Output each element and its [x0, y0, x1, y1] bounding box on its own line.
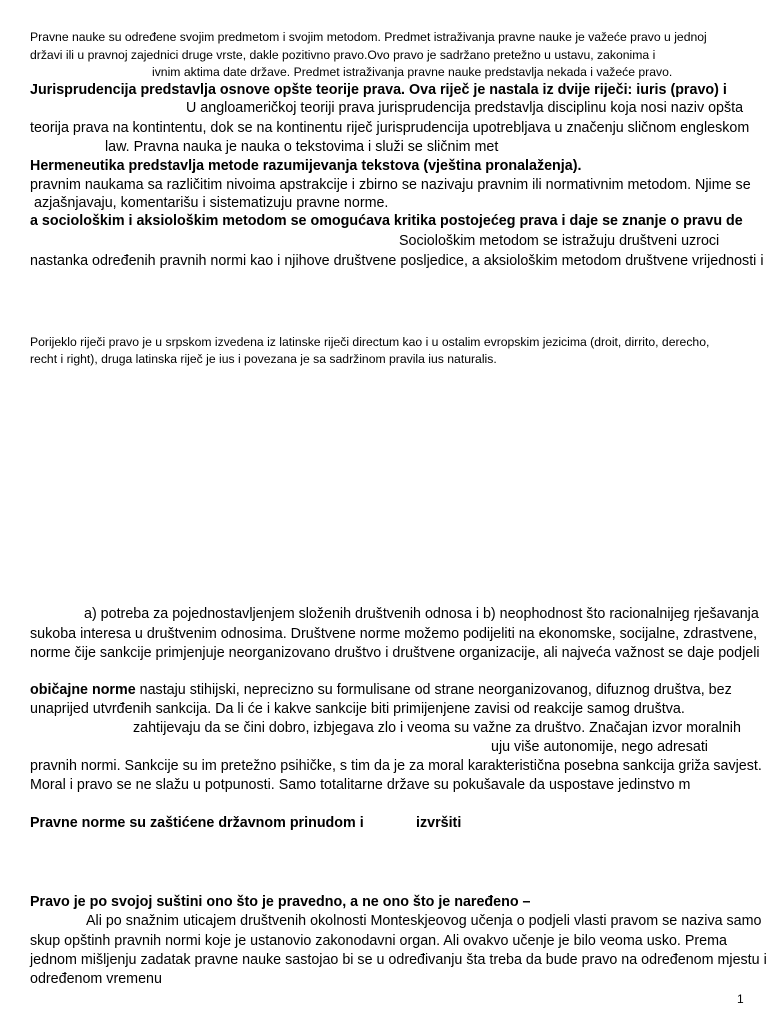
- page-number: 1: [737, 992, 744, 1006]
- paragraph-line: unaprijed utvrđenih sankcija. Da li će i kakve sankcije biti primijenjene zavisi od reakcije samog društva.: [30, 701, 685, 717]
- paragraph-line: državi ili u pravnoj zajednici druge vrste, dakle pozitivno pravo.Ovo pravo je sadržano pretežno u ustavu, zakonima i: [30, 48, 656, 62]
- paragraph-line-bold: Hermeneutika predstavlja metode razumijevanja tekstova (vještina pronalaženja).: [30, 158, 582, 174]
- paragraph-line: law. Pravna nauka je nauka o tekstovima i služi se sličnim met: [105, 139, 499, 155]
- paragraph-line: zahtijevaju da se čini dobro, izbjegava zlo i veoma su važne za društvo. Značajan izvor moralnih: [133, 720, 741, 736]
- paragraph-line-bold: a sociološkim i aksiološkim metodom se omogućava kritika postojećeg prava i daje se znanje o pravu de: [30, 213, 743, 229]
- paragraph-line: Ali po snažnim uticajem društvenih okolnosti Monteskjeovog učenja o podjeli vlasti pravom se naziva samo: [86, 913, 762, 929]
- paragraph-line: teorija prava na kontintentu, dok se na kontinentu riječ jurisprudencija upotrebljava u značenju sličnom engleskom: [30, 120, 750, 136]
- paragraph-line: U angloameričkoj teoriji prava jurisprudencija predstavlja disciplinu koja nosi naziv opšta: [186, 100, 744, 116]
- paragraph-line-bold: izvršiti: [416, 815, 462, 831]
- paragraph-line: Sociološkim metodom se istražuju društveni uzroci: [399, 233, 720, 249]
- bold-term: običajne norme: [30, 682, 136, 698]
- paragraph-line: Pravne nauke su određene svojim predmetom i svojim metodom. Predmet istraživanja pravne nauke je važeće pravo u jednoj: [30, 30, 707, 44]
- paragraph-line: skup opštinh pravnih normi koje je ustanovio zakonodavni organ. Ali ovakvo učenje je bilo veoma usko. Prema: [30, 933, 727, 949]
- paragraph-line-bold: Pravne norme su zaštićene državnom prinudom i: [30, 815, 364, 831]
- paragraph-line: jednom mišljenju zadatak pravne nauke sastojao bi se u određivanju šta treba da bude pravo na određenom mjestu i: [30, 952, 767, 968]
- paragraph-line: pravnih normi. Sankcije su im pretežno psihičke, s tim da je za moral karakteristična posebna sankcija griža savjest.: [30, 758, 762, 774]
- paragraph-line: uju više autonomije, nego adresati: [491, 739, 708, 755]
- paragraph-line-bold: Jurisprudencija predstavlja osnove opšte teorije prava. Ova riječ je nastala iz dvije riječi: iuris (pravo) i: [30, 82, 727, 98]
- paragraph-line: recht i right), druga latinska riječ je ius i povezana je sa sadržinom pravila ius naturalis.: [30, 352, 497, 366]
- paragraph-line: nastanka određenih pravnih normi kao i njihove društvene posljedice, a aksiološkim metodom društvene vrijednosti i: [30, 253, 764, 269]
- paragraph-line: Moral i pravo se ne slažu u potpunosti. Samo totalitarne države su pokušavale da uspostave jedinstvo m: [30, 777, 691, 793]
- paragraph-line: određenom vremenu: [30, 971, 162, 987]
- paragraph-line: ivnim aktima date države. Predmet istraživanja pravne nauke predstavlja nekada i važeće pravo.: [152, 65, 673, 79]
- paragraph-line-bold: Pravo je po svojoj suštini ono što je pravedno, a ne ono što je naređeno –: [30, 894, 531, 910]
- paragraph-line: Porijeklo riječi pravo je u srpskom izvedena iz latinske riječi directum kao i u ostalim evropskim jezicima (droit, dirrito, derecho,: [30, 335, 710, 349]
- paragraph-line: a) potreba za pojednostavljenjem složenih društvenih odnosa i b) neophodnost što racionalnijeg rješavanja: [84, 606, 759, 622]
- line-text: nastaju stihijski, neprecizno su formulisane od strane neorganizovanog, difuznog društva, bez: [135, 682, 732, 698]
- paragraph-line: [30, 683, 732, 697]
- paragraph-line: norme čije sankcije primjenjuje neorganizovano društvo i društvene organizacije, ali najveća važnost se daje podjeli: [30, 645, 760, 661]
- paragraph-line: pravnim naukama sa različitim nivoima apstrakcije i zbirno se nazivaju pravnim ili normativnim metodom. Njime se: [30, 177, 751, 193]
- paragraph-line: azjašnjavaju, komentarišu i sistematizuju pravne norme.: [34, 195, 389, 211]
- paragraph-line: sukoba interesa u društvenim odnosima. Društvene norme možemo podijeliti na ekonomske, socijalne, zdrastvene,: [30, 626, 758, 642]
